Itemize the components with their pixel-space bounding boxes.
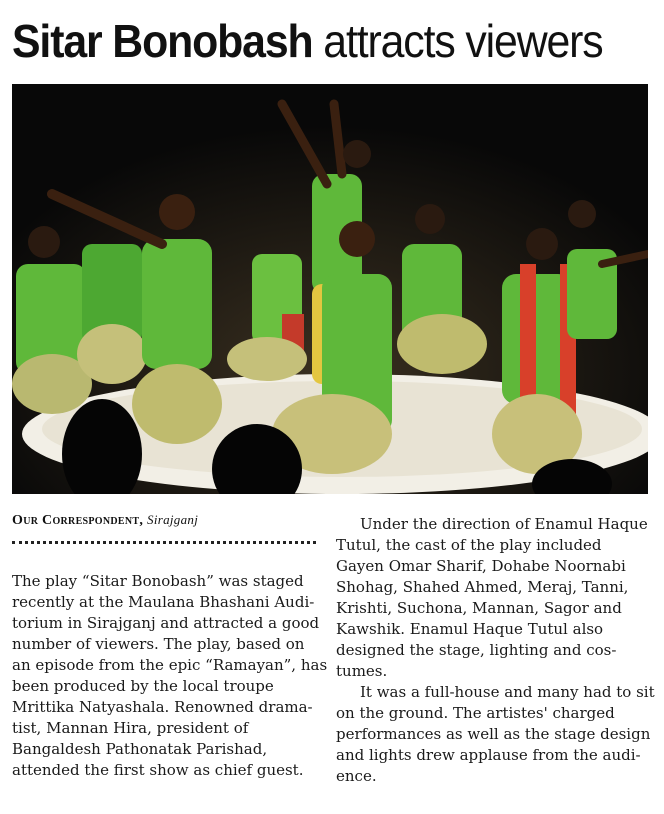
body-line: Shohag, Shahed Ahmed, Meraj, Tanni, [336,578,629,596]
body-line: ence. [336,767,377,785]
body-line: been produced by the local troupe [12,677,274,695]
byline [12,512,198,529]
body-line: tist, Mannan Hira, president of [12,719,249,737]
byline-author: Our Correspondent, [12,513,144,528]
body-line: designed the stage, lighting and cos- [336,641,617,659]
body-line: torium in Sirajganj and attracted a good [12,614,320,632]
right-column [336,514,655,787]
body-line: and lights drew applause from the audi- [336,746,641,764]
stage-performance-photo [12,84,648,494]
headline [12,14,607,68]
body-line: performances as well as the stage design [336,725,651,743]
body-line: Bangaldesh Pathonatak Parishad, [12,740,268,758]
left-column [12,571,328,781]
body-line: tumes. [336,662,388,680]
headline-bold: Sitar Bonobash [12,15,313,67]
body-line: recently at the Maulana Bhashani Audi- [12,593,315,611]
headline-rest: attracts viewers [312,15,603,67]
body-line: The play “Sitar Bonobash” was staged [12,572,304,590]
body-line: Mrittika Natyashala. Renowned drama- [12,698,313,716]
body-line: Krishti, Suchona, Mannan, Sagor and [336,599,622,617]
body-line: an episode from the epic “Ramayan”, has [12,656,328,674]
body-line: Gayen Omar Sharif, Dohabe Noornabi [336,557,626,575]
byline-place: Sirajganj [147,512,199,527]
photo-illustration [12,84,648,494]
body-line: attended the first show as chief guest. [12,761,304,779]
body-line: Kawshik. Enamul Haque Tutul also [336,620,604,638]
body-line: number of viewers. The play, based on [12,635,305,653]
body-line: Tutul, the cast of the play included [336,536,602,554]
dotted-divider [12,541,316,544]
body-line: on the ground. The artistes' charged [336,704,615,722]
body-line: It was a full-house and many had to sit [360,683,655,701]
body-line: Under the direction of Enamul Haque [360,515,648,533]
